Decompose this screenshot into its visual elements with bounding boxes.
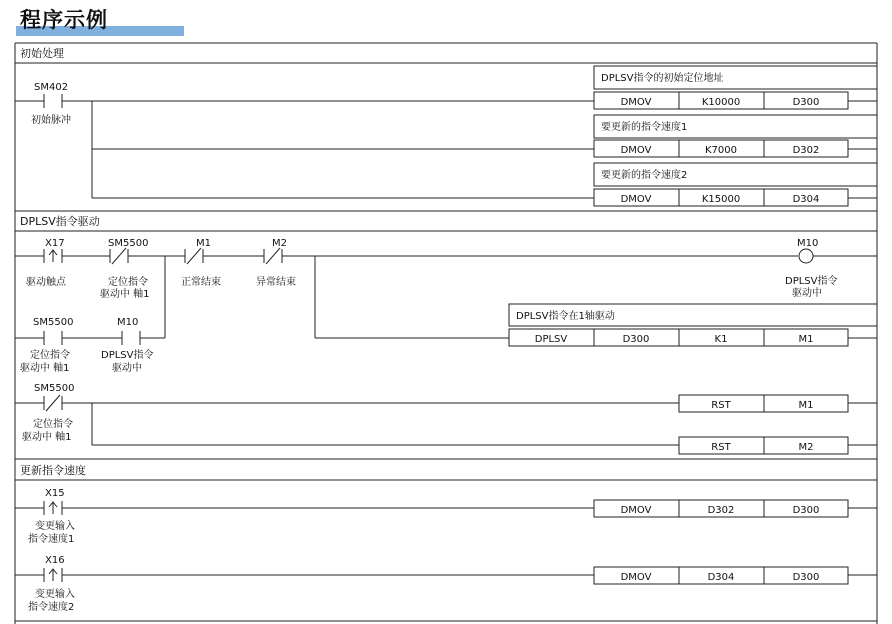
section-init-label: 初始处理 [20, 47, 64, 60]
svg-text:K1: K1 [714, 334, 728, 345]
x17-contact [15, 249, 110, 263]
x15-contact [15, 501, 594, 515]
svg-text:M1: M1 [798, 334, 814, 345]
x17-desc: 驱动触点 [26, 277, 66, 288]
svg-text:DMOV: DMOV [620, 145, 652, 156]
svg-text:DMOV: DMOV [620, 97, 652, 108]
svg-text:DMOV: DMOV [620, 572, 652, 583]
drive-comment [509, 304, 877, 326]
sm402-desc: 初始脉冲 [31, 115, 71, 126]
svg-text:D304: D304 [707, 572, 735, 583]
m1-nc-contact [185, 248, 264, 264]
x16-desc-1: 变更输入 [35, 589, 75, 600]
sm5500-branch-contact [15, 331, 122, 345]
rst-m1-row [679, 395, 877, 412]
svg-text:D300: D300 [622, 334, 650, 345]
svg-text:DPLSV指令的初始定位地址: DPLSV指令的初始定位地址 [601, 73, 724, 84]
sm5500-desc-2: 驱动中 軸1 [100, 289, 150, 300]
sm5500-rst-nc-contact [15, 395, 679, 411]
sm5500-rst-label: SM5500 [34, 383, 75, 394]
svg-text:DPLSV: DPLSV [534, 334, 568, 345]
m10-coil-label: M10 [797, 238, 819, 249]
sm5500-branch-label: SM5500 [33, 317, 74, 328]
svg-text:K7000: K7000 [704, 145, 738, 156]
x15-label: X15 [45, 488, 65, 499]
svg-text:DMOV: DMOV [620, 505, 652, 516]
svg-text:D300: D300 [792, 97, 820, 108]
x16-desc-2: 指令速度2 [28, 602, 75, 613]
update-instruction-row-1 [594, 500, 877, 517]
m1-desc: 正常结束 [181, 277, 221, 288]
svg-text:K10000: K10000 [701, 97, 741, 108]
m10-branch-desc-2: 驱动中 [112, 363, 142, 374]
page-title: 程序示例 [20, 7, 108, 32]
m10-branch-desc-1: DPLSV指令 [101, 350, 154, 361]
x16-label: X16 [45, 555, 65, 566]
x16-contact [15, 568, 594, 582]
m2-desc: 异常结束 [256, 277, 296, 288]
svg-text:D300: D300 [792, 505, 820, 516]
svg-text:D300: D300 [792, 572, 820, 583]
sm5500-branch-desc-1: 定位指令 [30, 350, 70, 361]
init-comment-1 [594, 66, 877, 89]
update-instruction-row-2 [594, 567, 877, 584]
sm5500-label: SM5500 [108, 238, 149, 249]
init-instruction-row-2 [594, 140, 877, 157]
svg-text:K15000: K15000 [701, 194, 741, 205]
svg-text:M1: M1 [798, 400, 814, 411]
svg-text:DPLSV指令在1轴驱动: DPLSV指令在1轴驱动 [516, 311, 615, 322]
init-instruction-row-1 [594, 92, 877, 109]
svg-text:D302: D302 [707, 505, 735, 516]
dplsv-instruction-row [509, 329, 877, 346]
m10-branch-label: M10 [117, 317, 139, 328]
section-update-label: 更新指令速度 [20, 464, 86, 477]
m10-coil-desc-1: DPLSV指令 [785, 276, 838, 287]
section-drive-label: DPLSV指令驱动 [20, 215, 100, 228]
svg-text:D302: D302 [792, 145, 820, 156]
svg-text:要更新的指令速度1: 要更新的指令速度1 [601, 122, 688, 133]
m10-coil [799, 249, 877, 263]
svg-text:RST: RST [711, 400, 731, 411]
svg-text:要更新的指令速度2: 要更新的指令速度2 [601, 170, 688, 181]
init-comment-2 [594, 115, 877, 138]
svg-text:D304: D304 [792, 194, 820, 205]
sm5500-desc-1: 定位指令 [108, 277, 148, 288]
x17-label: X17 [45, 238, 65, 249]
init-comment-3 [594, 163, 877, 186]
m2-nc-contact [264, 248, 798, 264]
svg-text:M2: M2 [798, 442, 814, 453]
sm5500-rst-desc-1: 定位指令 [33, 419, 73, 430]
sm5500-nc-contact [110, 248, 185, 264]
sm402-contact [15, 94, 594, 108]
rst-m2-row [679, 437, 877, 454]
init-instruction-row-3 [594, 189, 877, 206]
x15-desc-2: 指令速度1 [28, 534, 75, 545]
m10-branch-contact [122, 331, 165, 345]
svg-text:RST: RST [711, 442, 731, 453]
sm5500-rst-desc-2: 驱动中 軸1 [22, 432, 72, 443]
sm402-label: SM402 [34, 82, 69, 93]
m1-label: M1 [196, 238, 211, 249]
m10-coil-desc-2: 驱动中 [792, 288, 822, 299]
sm5500-branch-desc-2: 驱动中 軸1 [20, 363, 70, 374]
svg-text:DMOV: DMOV [620, 194, 652, 205]
m2-label: M2 [272, 238, 287, 249]
x15-desc-1: 变更输入 [35, 521, 75, 532]
